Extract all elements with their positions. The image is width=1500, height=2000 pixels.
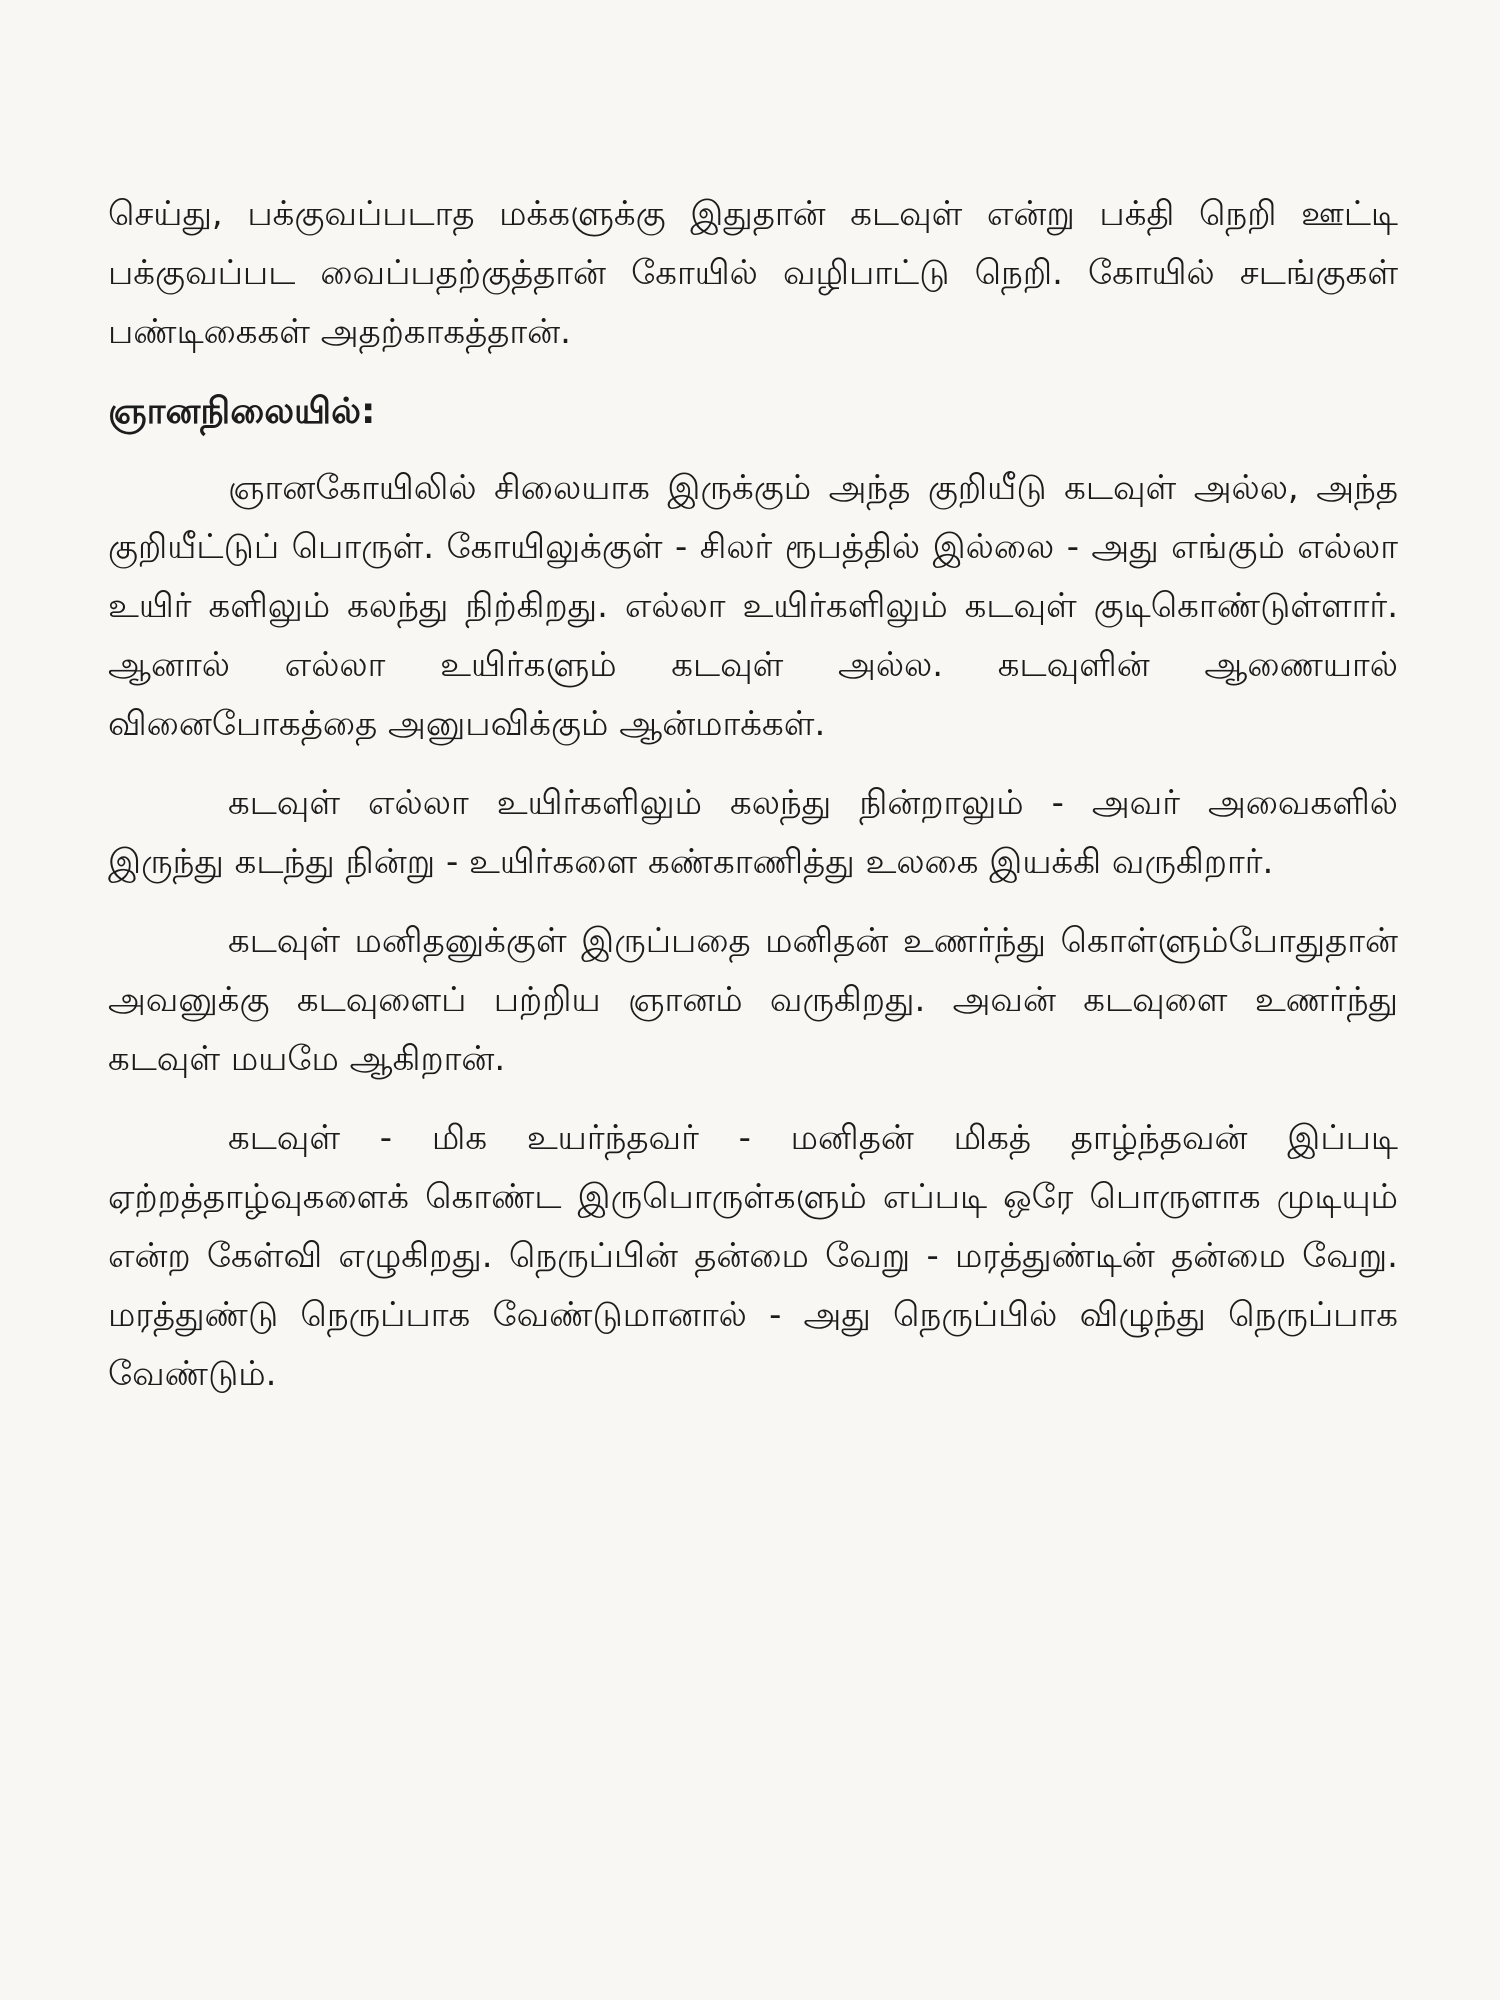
paragraph-5: கடவுள் - மிக உயர்ந்தவர் - மனிதன் மிகத் தாழ்ந்தவன் இப்படி ஏற்றத்தாழ்வுகளைக் கொண்ட இருபொருள்களும் எப்படி ஒரே பொருளாக முடியும் என்ற கேள்வி எழுகிறது. நெருப்பின் தன்மை வேறு - மரத்துண்டின் தன்மை வேறு. மரத்துண்டு நெருப்பாக வேண்டுமானால் - அது நெருப்பில் விழுந்து நெருப்பாக வேண்டும். (108, 1118, 1398, 1394)
section-heading: ஞானநிலையில்: (108, 391, 376, 432)
paragraph-3: கடவுள் எல்லா உயிர்களிலும் கலந்து நின்றாலும் - அவர் அவைகளில் இருந்து கடந்து நின்று - உயிர்களை கண்காணித்து உலகை இயக்கி வருகிறார். (108, 783, 1398, 882)
paragraph-2: ஞானகோயிலில் சிலையாக இருக்கும் அந்த குறியீடு கடவுள் அல்ல, அந்த குறியீட்டுப் பொருள். கோயிலுக்குள் - சிலர் ரூபத்தில் இல்லை - அது எங்கும் எல்லா உயிர் களிலும் கலந்து நிற்கிறது. எல்லா உயிர்களிலும் கடவுள் குடிகொண்டுள்ளார். ஆனால் எல்லா உயிர்களும் கடவுள் அல்ல. கடவுளின் ஆணையால் வினைபோகத்தை அனுபவிக்கும் ஆன்மாக்கள். (108, 468, 1398, 744)
paragraph-1: செய்து, பக்குவப்படாத மக்களுக்கு இதுதான் கடவுள் என்று பக்தி நெறி ஊட்டி பக்குவப்பட வைப்பதற்குத்தான் கோயில் வழிபாட்டு நெறி. கோயில் சடங்குகள் பண்டிகைகள் அதற்காகத்தான். (108, 194, 1398, 352)
page-content (108, 185, 1398, 1424)
paragraph-4: கடவுள் மனிதனுக்குள் இருப்பதை மனிதன் உணர்ந்து கொள்ளும்போதுதான் அவனுக்கு கடவுளைப் பற்றிய ஞானம் வருகிறது. அவன் கடவுளை உணர்ந்து கடவுள் மயமே ஆகிறான். (108, 921, 1398, 1079)
